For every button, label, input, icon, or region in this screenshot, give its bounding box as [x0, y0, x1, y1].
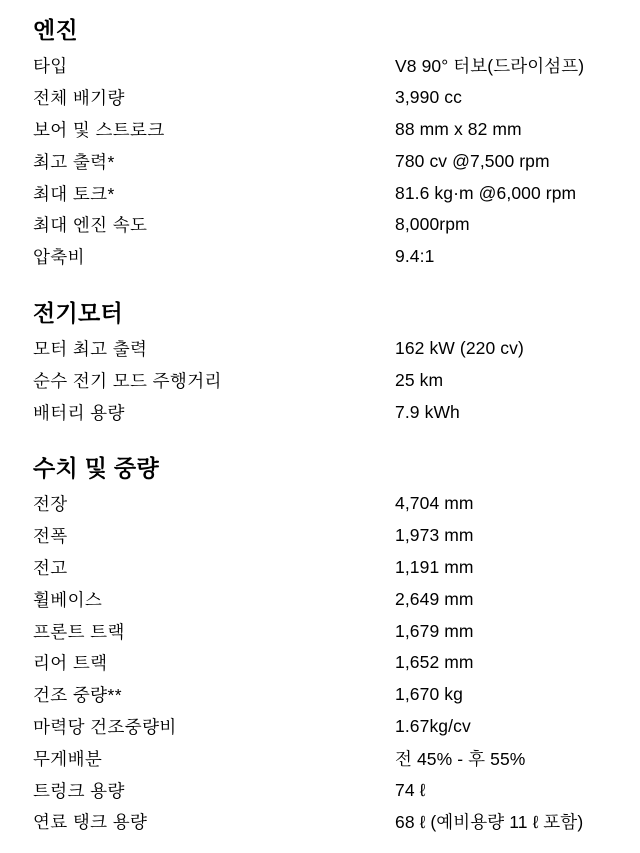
spec-row	[33, 806, 640, 838]
spec-value: 1,191 mm	[395, 556, 474, 577]
spec-label: 최대 토크*	[33, 183, 115, 204]
spec-label: 연료 탱크 용량	[33, 812, 148, 833]
spec-label: 전고	[33, 557, 68, 578]
spec-value: 162 kW (220 cv)	[395, 337, 524, 358]
spec-label: 전체 배기량	[33, 88, 125, 109]
spec-row	[33, 615, 640, 647]
spec-label: 보어 및 스트로크	[33, 119, 165, 140]
spec-label: 무게배분	[33, 748, 103, 769]
spec-label: 타입	[33, 56, 68, 77]
spec-value: 68 ℓ (예비용량 11 ℓ 포함)	[395, 812, 584, 833]
spec-row	[33, 583, 640, 615]
spec-label: 건조 중량**	[33, 685, 122, 706]
spec-value: 4,704 mm	[395, 493, 474, 514]
spec-row	[33, 552, 640, 584]
spec-value: 81.6 kg·m @6,000 rpm	[395, 182, 577, 203]
spec-value: 1,670 kg	[395, 684, 463, 705]
spec-row	[33, 520, 640, 552]
spec-row	[33, 364, 640, 396]
spec-value: 780 cv @7,500 rpm	[395, 150, 550, 171]
spec-value: 9.4:1	[395, 246, 435, 267]
spec-row	[33, 209, 640, 241]
spec-row	[33, 711, 640, 743]
spec-label: 트렁크 용량	[33, 780, 125, 801]
spec-row	[33, 679, 640, 711]
engine-section	[33, 14, 640, 273]
spec-row	[33, 177, 640, 209]
spec-label: 전장	[33, 494, 68, 515]
spec-label: 최고 출력*	[33, 151, 115, 172]
electric-motor-section	[33, 297, 640, 428]
spec-label: 마력당 건조중량비	[33, 716, 177, 737]
spec-label: 전폭	[33, 526, 68, 547]
spec-label: 리어 트랙	[33, 653, 108, 674]
spec-value: 25 km	[395, 369, 444, 390]
spec-value: 7.9 kWh	[395, 401, 460, 422]
section-title: 엔진	[33, 17, 79, 43]
spec-row	[33, 114, 640, 146]
spec-label: 압축비	[33, 247, 85, 268]
spec-value: 전 45% - 후 55%	[395, 748, 526, 769]
spec-value: 1,679 mm	[395, 620, 474, 641]
spec-row	[33, 50, 640, 82]
spec-value: 1,973 mm	[395, 525, 474, 546]
spec-label: 최대 엔진 속도	[33, 215, 148, 236]
spec-label: 프론트 트랙	[33, 621, 125, 642]
spec-row	[33, 333, 640, 365]
spec-row	[33, 145, 640, 177]
spec-row	[33, 241, 640, 273]
spec-row	[33, 742, 640, 774]
spec-value: 88 mm x 82 mm	[395, 118, 522, 139]
section-title: 수치 및 중량	[33, 454, 159, 481]
spec-label: 휠베이스	[33, 589, 103, 610]
dimensions-weight-section	[33, 452, 640, 838]
spec-label: 모터 최고 출력	[33, 338, 148, 359]
spec-value: 1.67kg/cv	[395, 715, 471, 736]
spec-value: V8 90° 터보(드라이섬프)	[395, 56, 585, 77]
spec-value: 2,649 mm	[395, 588, 474, 609]
spec-row	[33, 647, 640, 679]
spec-row	[33, 396, 640, 428]
spec-label: 순수 전기 모드 주행거리	[33, 370, 222, 391]
spec-row	[33, 82, 640, 114]
spec-value: 74 ℓ	[395, 779, 426, 800]
spec-row	[33, 488, 640, 520]
spec-value: 3,990 cc	[395, 87, 462, 108]
spec-value: 8,000rpm	[395, 214, 470, 235]
spec-row	[33, 774, 640, 806]
section-title: 전기모터	[33, 299, 124, 326]
spec-value: 1,652 mm	[395, 652, 474, 673]
spec-label: 배터리 용량	[33, 402, 125, 423]
